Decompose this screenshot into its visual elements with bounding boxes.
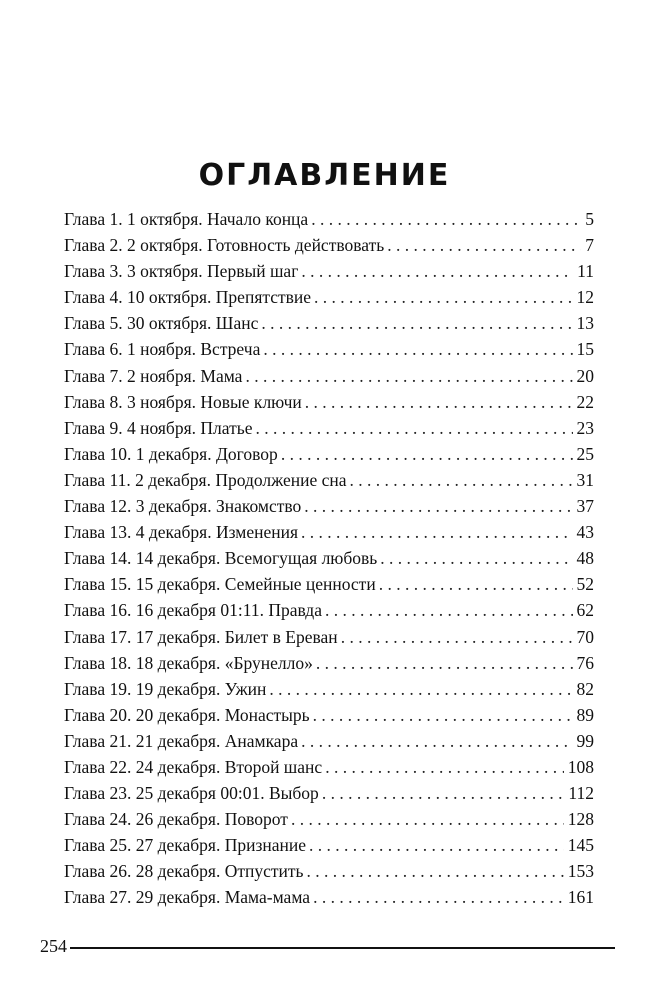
dot-leader — [316, 650, 573, 676]
toc-entry — [64, 806, 594, 832]
toc-entry-title: Глава 9. 4 ноября. Платье — [64, 417, 253, 438]
dot-leader — [269, 676, 572, 702]
toc-entry — [64, 884, 594, 910]
toc-entry-page: 37 — [576, 496, 594, 517]
toc-entry — [64, 832, 594, 858]
toc-entry — [64, 441, 594, 467]
toc-entry-title: Глава 26. 28 декабря. Отпустить — [64, 861, 304, 882]
toc-entry-page: 25 — [576, 443, 594, 464]
toc-entry-title: Глава 19. 19 декабря. Ужин — [64, 678, 267, 699]
toc-entry — [64, 258, 594, 284]
dot-leader — [291, 806, 564, 832]
toc-entry-title: Глава 21. 21 декабря. Анамкара — [64, 730, 299, 751]
toc-entry — [64, 702, 594, 728]
toc-entry-page: 23 — [576, 417, 594, 438]
dot-leader — [261, 310, 572, 336]
dot-leader — [341, 624, 573, 650]
toc-entry-title: Глава 12. 3 декабря. Знакомство — [64, 496, 302, 517]
toc-entry-title: Глава 18. 18 декабря. «Брунелло» — [64, 652, 313, 673]
toc-entry — [64, 571, 594, 597]
toc-entry-page: 108 — [567, 756, 594, 777]
dot-leader — [301, 728, 572, 754]
toc-entry-page: 43 — [576, 522, 594, 543]
toc-entry — [64, 310, 594, 336]
toc-entry-title: Глава 5. 30 октября. Шанс — [64, 313, 259, 334]
toc-entry — [64, 858, 594, 884]
toc-entry — [64, 780, 594, 806]
toc-entry-title: Глава 3. 3 октября. Первый шаг — [64, 261, 299, 282]
dot-leader — [263, 336, 572, 362]
dot-leader — [301, 258, 573, 284]
dot-leader — [255, 415, 572, 441]
page-footer — [40, 935, 615, 957]
toc-entry-page: 99 — [576, 730, 594, 751]
toc-entry — [64, 389, 594, 415]
toc-entry — [64, 728, 594, 754]
page-title: ОГЛАВЛЕНИЕ — [198, 158, 451, 194]
toc-entry — [64, 519, 594, 545]
toc-entry-title: Глава 6. 1 ноября. Встреча — [64, 339, 261, 360]
toc-entry-title: Глава 20. 20 декабря. Монастырь — [64, 704, 310, 725]
toc-entry-page: 82 — [576, 678, 594, 699]
toc-entry-page: 52 — [576, 574, 594, 595]
dot-leader — [245, 363, 572, 389]
dot-leader — [380, 545, 572, 571]
toc-entry-page: 13 — [576, 313, 594, 334]
toc-entry-title: Глава 7. 2 ноября. Мама — [64, 365, 243, 386]
toc-entry-title: Глава 10. 1 декабря. Договор — [64, 443, 278, 464]
toc-entry-page: 48 — [576, 548, 594, 569]
toc-entry — [64, 624, 594, 650]
page-number: 254 — [40, 936, 67, 956]
dot-leader — [311, 206, 581, 232]
toc-entry-page: 112 — [568, 783, 594, 804]
toc-entry-page: 161 — [567, 887, 594, 908]
toc-entry-page: 128 — [567, 809, 594, 830]
dot-leader — [313, 884, 564, 910]
toc-entry — [64, 232, 594, 258]
dot-leader — [305, 389, 573, 415]
dot-leader — [304, 493, 572, 519]
dot-leader — [350, 467, 573, 493]
toc-entry-page: 62 — [576, 600, 594, 621]
toc-entry-title: Глава 24. 26 декабря. Поворот — [64, 809, 288, 830]
toc-entry-page: 5 — [585, 209, 594, 229]
toc-entry — [64, 363, 594, 389]
toc-entry-page: 76 — [576, 652, 594, 673]
toc-entry — [64, 676, 594, 702]
dot-leader — [387, 232, 581, 258]
toc-entry-page: 70 — [576, 626, 594, 647]
toc-entry-title: Глава 16. 16 декабря 01:11. Правда — [64, 600, 322, 621]
dot-leader — [313, 702, 573, 728]
toc-entry-title: Глава 13. 4 декабря. Изменения — [64, 522, 299, 543]
toc-entry — [64, 545, 594, 571]
dot-leader — [325, 597, 573, 623]
toc-entry-page: 153 — [567, 861, 594, 882]
dot-leader — [309, 832, 564, 858]
toc-entry-title: Глава 4. 10 октября. Препятствие — [64, 287, 312, 308]
toc-entry-page: 89 — [576, 704, 594, 725]
toc-entry-title: Глава 22. 24 декабря. Второй шанс — [64, 756, 323, 777]
toc-entry-page: 15 — [576, 339, 594, 360]
toc-entry — [64, 206, 594, 232]
toc-entry-page: 7 — [585, 235, 594, 256]
toc-entry-page: 12 — [576, 287, 594, 308]
toc-entry-title: Глава 1. 1 октября. Начало конца — [64, 209, 309, 229]
toc-entry-title: Глава 27. 29 декабря. Мама-мама — [64, 887, 311, 908]
toc-entry-page: 20 — [576, 365, 594, 386]
toc-entry-page: 11 — [577, 261, 594, 282]
toc-entry-title: Глава 15. 15 декабря. Семейные ценности — [64, 574, 376, 595]
toc-entry-title: Глава 2. 2 октября. Готовность действовать — [64, 235, 385, 256]
toc-entry-title: Глава 14. 14 декабря. Всемогущая любовь — [64, 548, 378, 569]
toc-entry-title: Глава 23. 25 декабря 00:01. Выбор — [64, 783, 319, 804]
dot-leader — [301, 519, 572, 545]
toc-entry-title: Глава 8. 3 ноября. Новые ключи — [64, 391, 302, 412]
toc-entry-title: Глава 17. 17 декабря. Билет в Ереван — [64, 626, 338, 647]
toc-entry-page: 22 — [576, 391, 594, 412]
toc-entry — [64, 493, 594, 519]
toc-entry — [64, 650, 594, 676]
toc-entry-page: 145 — [567, 835, 594, 856]
table-of-contents — [64, 206, 594, 911]
toc-entry — [64, 336, 594, 362]
dot-leader — [281, 441, 573, 467]
dot-leader — [325, 754, 564, 780]
toc-entry — [64, 754, 594, 780]
toc-entry-page: 31 — [576, 469, 594, 490]
toc-entry — [64, 284, 594, 310]
dot-leader — [314, 284, 572, 310]
toc-entry — [64, 415, 594, 441]
toc-entry-title: Глава 25. 27 декабря. Признание — [64, 835, 307, 856]
dot-leader — [322, 780, 565, 806]
toc-entry — [64, 467, 594, 493]
dot-leader — [379, 571, 573, 597]
dot-leader — [307, 858, 564, 884]
footer-rule — [70, 947, 615, 949]
toc-entry — [64, 597, 594, 623]
toc-entry-title: Глава 11. 2 декабря. Продолжение сна — [64, 469, 347, 490]
